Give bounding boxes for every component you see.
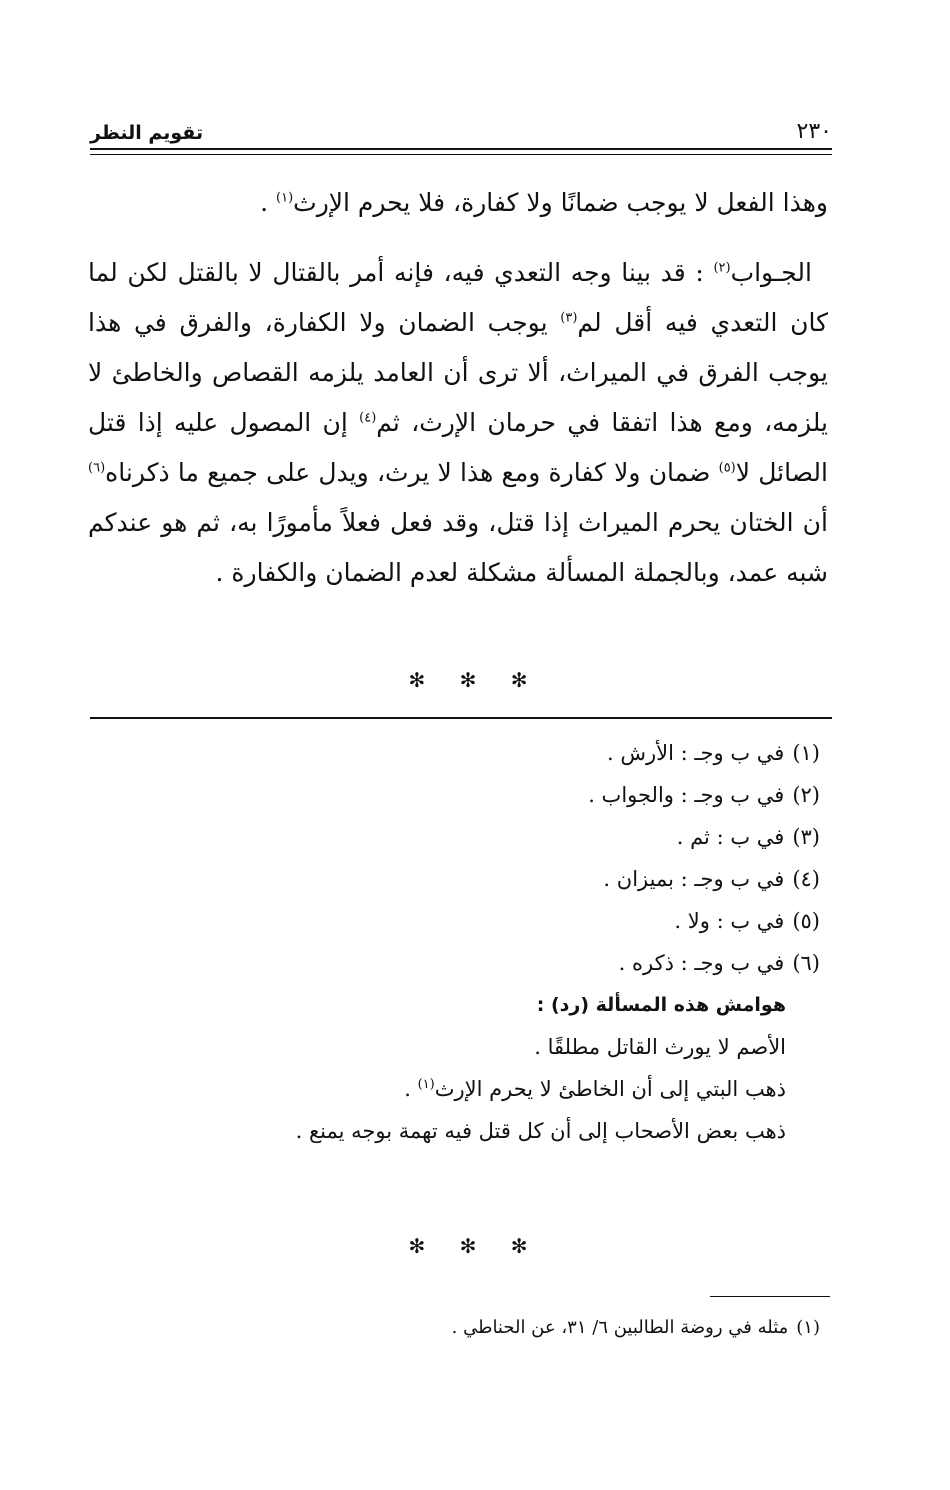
notes-rule bbox=[90, 717, 832, 719]
margin-line: ذهب بعض الأصحاب إلى أن كل قتل فيه تهمة بوجه يمنع . bbox=[295, 1119, 786, 1143]
section-separator: ✻ ✻ ✻ bbox=[408, 1234, 542, 1258]
header-rule-thin bbox=[90, 154, 832, 155]
page-number: ٢٣٠ bbox=[796, 119, 832, 144]
answer-word: الجـواب bbox=[730, 258, 812, 287]
note-ref: (٥) bbox=[718, 460, 736, 476]
footnote: (١)مثله في روضة الطالبين ٦/ ٣١، عن الحناطي . bbox=[451, 1317, 820, 1338]
intro-line: وهذا الفعل لا يوجب ضمانًا ولا كفارة، فلا يحرم الإرث$^{(١)}$ . bbox=[260, 188, 828, 217]
section-separator: ✻ ✻ ✻ bbox=[408, 668, 542, 692]
note-item: (٢)في ب وجـ : والجواب . bbox=[588, 783, 820, 807]
margin-line: ذهب البتي إلى أن الخاطئ لا يحرم الإرث$^{(١)}$ . bbox=[404, 1077, 786, 1101]
margin-line: الأصم لا يورث القاتل مطلقًا . bbox=[534, 1035, 786, 1059]
note-item: (٥)في ب : ولا . bbox=[674, 909, 820, 933]
note-item: (٣)في ب : ثم . bbox=[676, 825, 820, 849]
main-text bbox=[88, 178, 828, 598]
note-ref: (٦) bbox=[88, 460, 106, 476]
variant-notes bbox=[90, 732, 820, 1152]
note-item: (١)في ب وجـ : الأرش . bbox=[607, 741, 820, 765]
footnote-ref: (١) bbox=[417, 1077, 435, 1092]
page-header bbox=[90, 108, 832, 144]
footnote-ref: (١) bbox=[276, 190, 294, 206]
margins-heading: هوامش هذه المسألة (رد) : bbox=[536, 994, 786, 1016]
header-rule bbox=[90, 148, 832, 150]
page-title: تقويم النظر bbox=[90, 122, 204, 144]
note-ref: (٣) bbox=[560, 310, 578, 326]
note-ref: (٤) bbox=[359, 410, 377, 426]
answer-paragraph: الجـواب$^{(٢)}$ : قد بينا وجه التعدي فيه، فإنه أمر بالقتال لا بالقتل لكن لما كان التعدي فيه أقل لم$^{(٣)}$ يوجب الضمان ولا الكفارة، والفرق في هذا يوجب الفرق في الميراث، ألا ترى أن العامد يلزمه القصاص والخاطئ لا يلزمه، ومع هذا اتفقا في حرمان الإرث، ثم$^{(٤)}$ إن المصول عليه إذا قتل الصائل لا$^{(٥)}$ ضمان ولا كفارة ومع هذا لا يرث، ويدل على جميع ما ذكرناه$^{(٦)}$ أن الختان يحرم الميراث إذا قتل، وقد فعل فعلاً مأمورًا به، ثم هو عندكم شبه عمد، وبالجملة المسألة مشكلة لعدم الضمان والكفارة . bbox=[88, 258, 828, 587]
note-item: (٤)في ب وجـ : بميزان . bbox=[603, 867, 820, 891]
note-item: (٦)في ب وجـ : ذكره . bbox=[618, 951, 820, 975]
note-ref: (٢) bbox=[713, 260, 731, 276]
footnote-rule bbox=[710, 1296, 830, 1297]
